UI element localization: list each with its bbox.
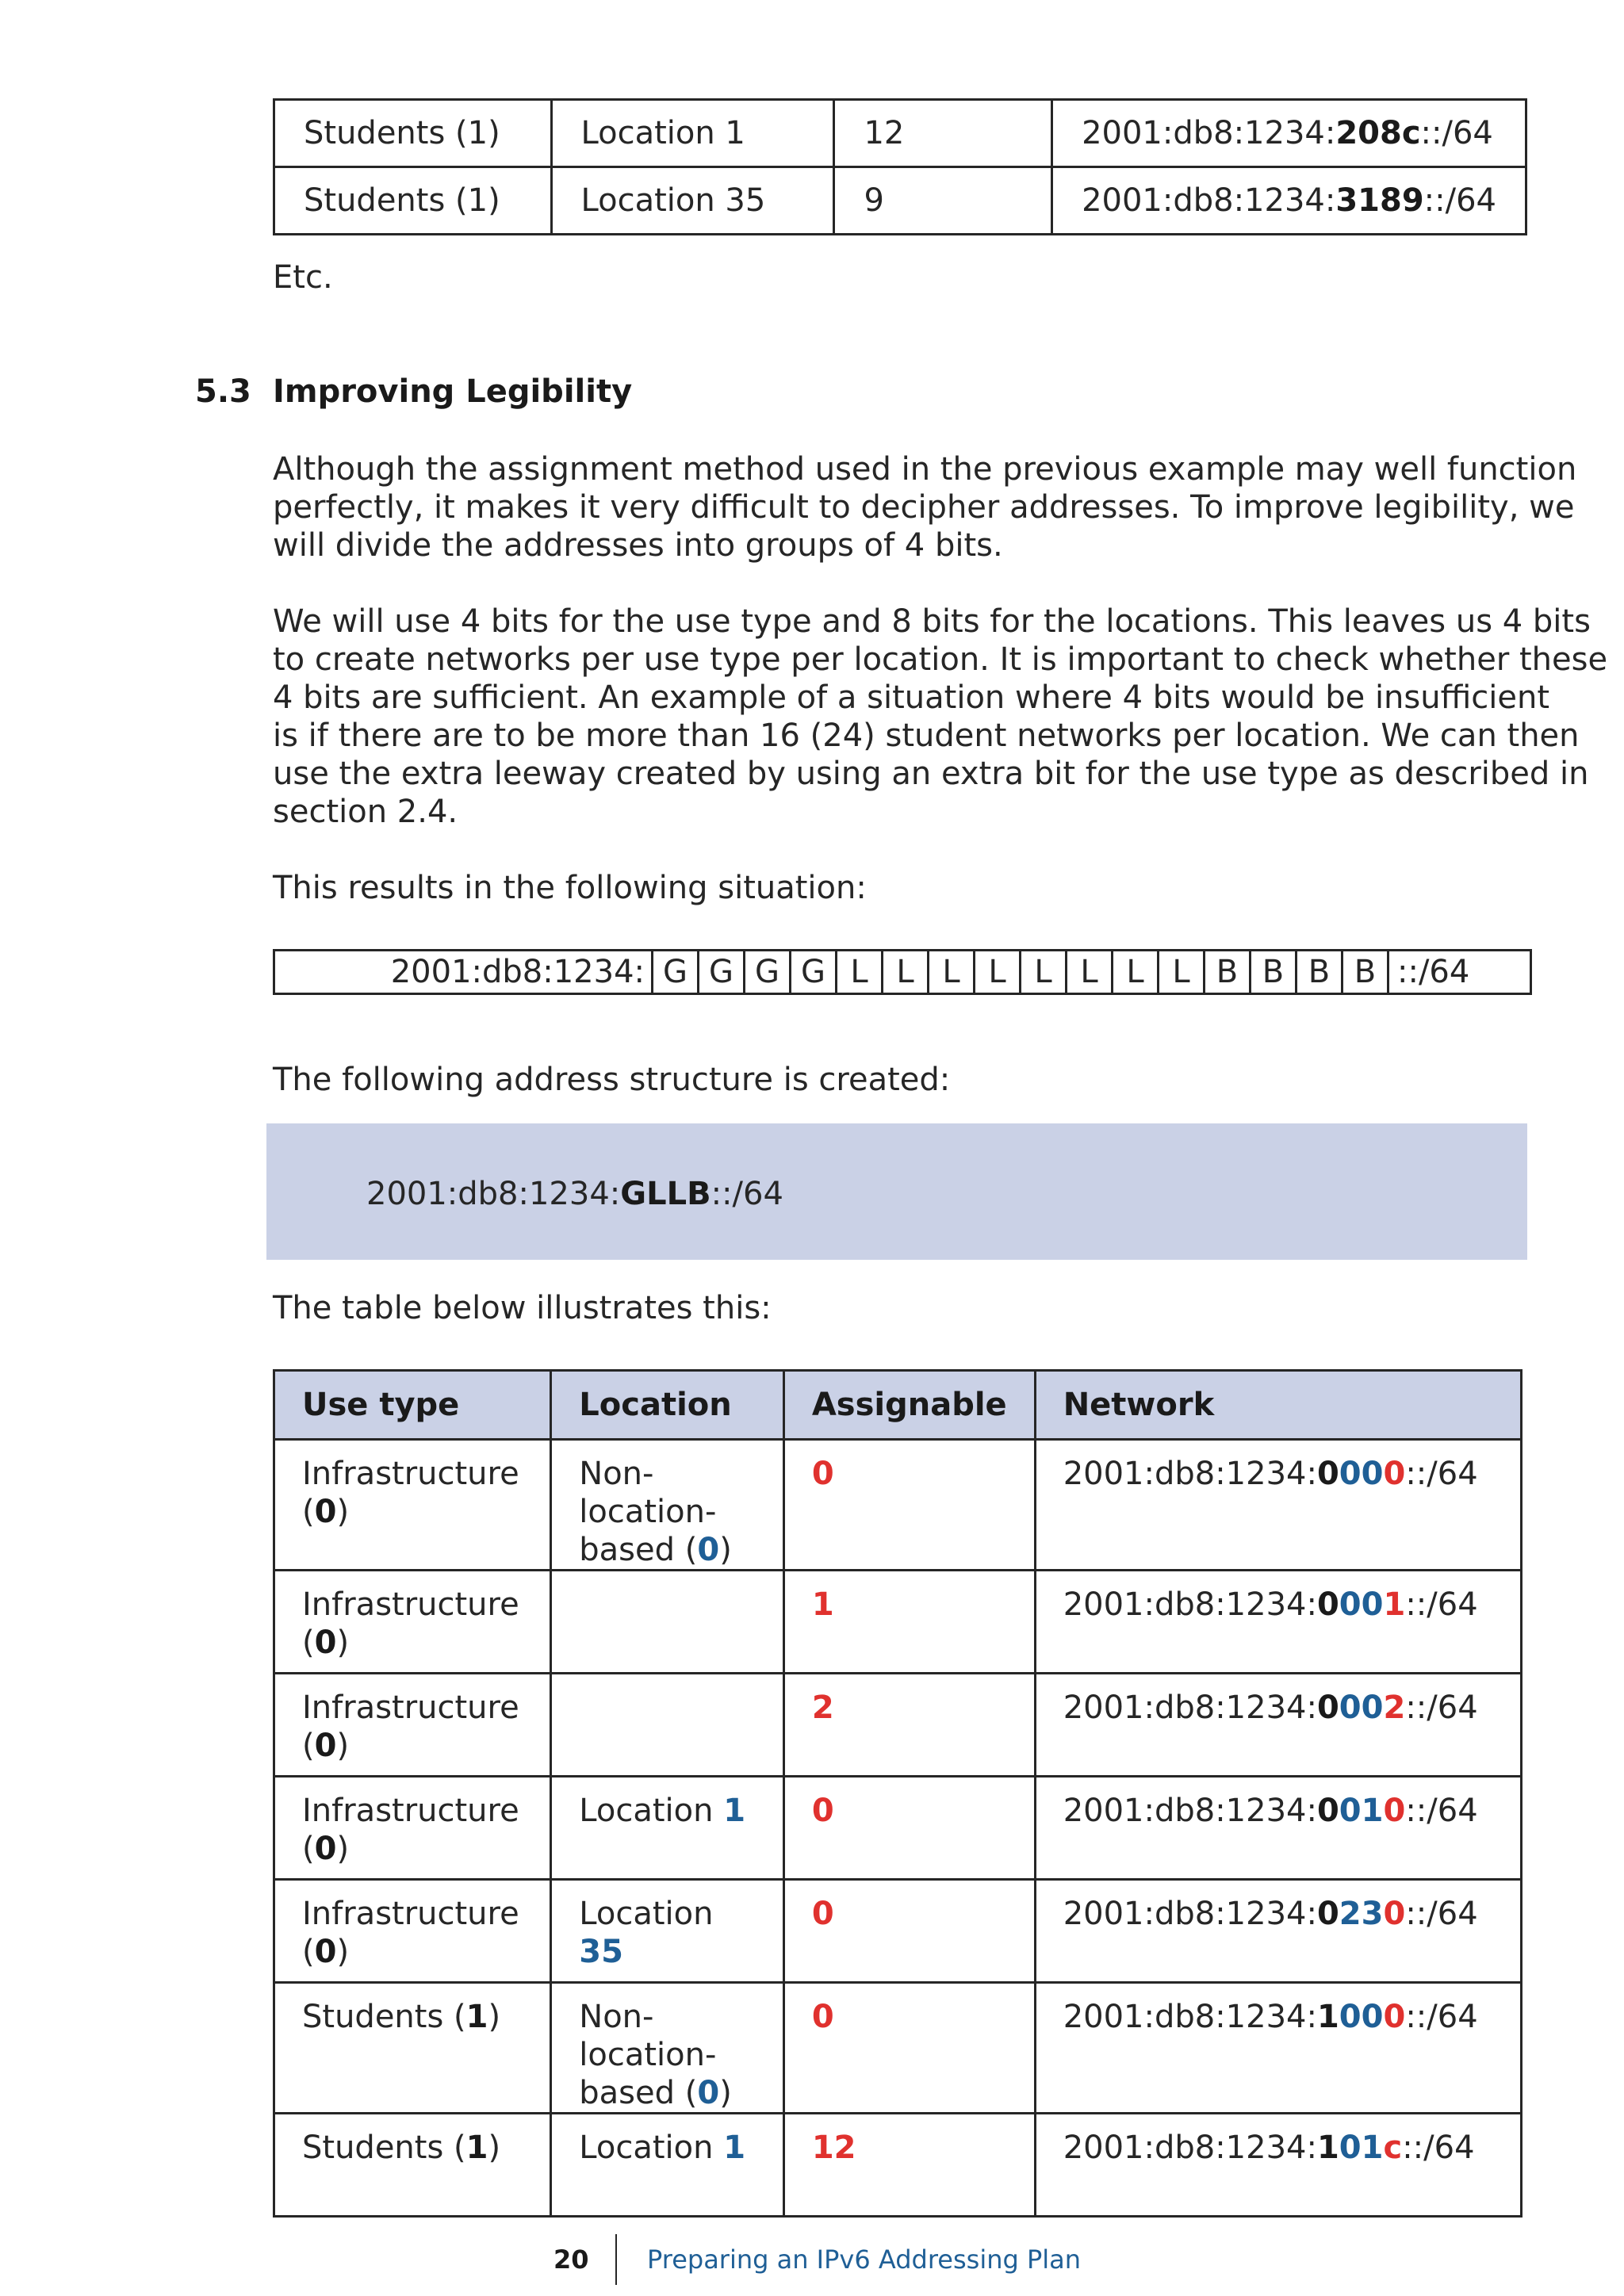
footer-title: Preparing an IPv6 Addressing Plan [647, 2244, 1082, 2275]
assignable-value: 0 [811, 1793, 834, 1829]
use-type-label: Infrastructure [302, 1456, 519, 1492]
location-cell [551, 2114, 784, 2217]
location-code: 0 [697, 2075, 720, 2111]
location-label: Location [579, 1793, 714, 1829]
paragraph-line: will divide the addresses into groups of 4 bits. [273, 527, 1003, 564]
use-code: 1 [465, 2130, 488, 2166]
table-row [274, 1674, 1522, 1777]
top-network-table [273, 98, 1527, 235]
footer-divider [615, 2234, 617, 2285]
assignable-cell [783, 1777, 1035, 1880]
assignable-cell [783, 1880, 1035, 1983]
network-assign-digit: 0 [1383, 1999, 1406, 2035]
network-cell [1035, 2114, 1521, 2217]
bit-cell: B [1297, 951, 1342, 994]
network-cell [1035, 1674, 1521, 1777]
bit-cell: L [1067, 951, 1113, 994]
network-location-digits: 00 [1339, 1586, 1384, 1623]
network-location-digits: 01 [1339, 1793, 1384, 1829]
paragraph-line: is if there are to be more than 16 (24) student networks per location. We can then [273, 718, 1580, 754]
assignable-value: 1 [811, 1586, 834, 1623]
section-title: Improving Legibility [273, 373, 633, 410]
network-suffix: ::/64 [1405, 1896, 1478, 1932]
use-type-label: Students [302, 2130, 444, 2166]
network-prefix: 2001:db8:1234: [1063, 1896, 1317, 1932]
use-type-label: Infrastructure [302, 1896, 519, 1932]
assignable-cell [783, 1571, 1035, 1674]
network-prefix: 2001:db8:1234: [1082, 115, 1336, 151]
use-code: 1 [465, 1999, 488, 2035]
table-row [274, 1983, 1522, 2114]
use-code: 0 [314, 1934, 337, 1970]
use-code: 0 [314, 1624, 337, 1661]
network-use-digit: 0 [1316, 1793, 1339, 1829]
location-label-2: based [579, 2075, 676, 2111]
table-row [274, 1440, 1522, 1571]
location-label: Location [579, 2130, 714, 2166]
network-location-digits: 00 [1339, 1689, 1384, 1726]
network-suffix: ::/64 [1405, 1999, 1478, 2035]
network-suffix: ::/64 [1405, 1689, 1478, 1726]
location-cell [551, 1571, 784, 1674]
paragraph-line: We will use 4 bits for the use type and 8 bits for the locations. This leaves us 4 bits [273, 603, 1591, 640]
header-use-type: Use type [274, 1371, 551, 1440]
location-cell: Non-location- based (0) [551, 1440, 784, 1571]
bits-row [274, 951, 1531, 994]
use-type-cell: Infrastructure (0) [274, 1440, 551, 1571]
network-assign-digit: 0 [1383, 1896, 1406, 1932]
structure-suffix: ::/64 [710, 1176, 783, 1212]
use-type-cell: Students (1) [274, 100, 552, 167]
network-location-digits: 00 [1339, 1456, 1384, 1492]
bit-cell: L [837, 951, 883, 994]
use-type-label: Infrastructure [302, 1793, 519, 1829]
paragraph-4: The following address structure is created: [273, 1062, 951, 1098]
use-type-cell: Students (1) [274, 167, 552, 235]
network-suffix: ::/64 [1405, 1456, 1478, 1492]
network-suffix: ::/64 [1423, 182, 1496, 219]
network-location-digits: 23 [1339, 1896, 1384, 1932]
network-prefix: 2001:db8:1234: [1063, 1793, 1317, 1829]
assignable-value: 0 [811, 1896, 834, 1932]
paragraph-line: section 2.4. [273, 794, 458, 830]
location-label: Non-location- [579, 1999, 717, 2073]
count-cell: 9 [834, 167, 1052, 235]
location-label-2: based [579, 1532, 676, 1568]
table-row [274, 100, 1526, 167]
network-prefix: 2001:db8:1234: [1063, 1586, 1317, 1623]
structure-prefix: 2001:db8:1234: [366, 1176, 621, 1212]
table-row [274, 1777, 1522, 1880]
location-cell: Non-location- based (0) [551, 1983, 784, 2114]
paragraph-3: This results in the following situation: [273, 870, 867, 906]
network-cell [1035, 1571, 1521, 1674]
table-row [274, 167, 1526, 235]
paragraph-line: to create networks per use type per location. It is important to check whether these [273, 641, 1608, 678]
use-type-label: Students [302, 1999, 444, 2035]
location-cell [551, 1777, 784, 1880]
address-bits-diagram [273, 949, 1532, 995]
use-code: 0 [314, 1728, 337, 1764]
network-suffix: ::/64 [1405, 1793, 1478, 1829]
network-location-digits: 00 [1339, 1999, 1384, 2035]
bit-cell: G [745, 951, 791, 994]
network-bold: 3189 [1335, 182, 1424, 219]
bit-cell: B [1205, 951, 1251, 994]
location-cell [551, 1674, 784, 1777]
network-cell [1035, 1983, 1521, 2114]
bits-prefix: 2001:db8:1234: [274, 951, 653, 994]
bit-cell: L [883, 951, 929, 994]
network-assign-digit: 1 [1383, 1586, 1406, 1623]
location-label: Non-location- [579, 1456, 717, 1530]
header-assignable: Assignable [783, 1371, 1035, 1440]
network-bold: 208c [1335, 115, 1421, 151]
paragraph-line: Although the assignment method used in the previous example may well function [273, 451, 1577, 488]
use-type-cell: Infrastructure (0) [274, 1674, 551, 1777]
network-use-digit: 1 [1316, 2130, 1339, 2166]
assignable-value: 12 [811, 2130, 856, 2166]
header-location: Location [551, 1371, 784, 1440]
assignable-value: 0 [811, 1999, 834, 2035]
use-type-label: Infrastructure [302, 1586, 519, 1623]
use-type-cell: Students (1) [274, 1983, 551, 2114]
paragraph-2 [273, 603, 1607, 831]
network-use-digit: 0 [1316, 1689, 1339, 1726]
bit-cell: G [653, 951, 699, 994]
location-code: 35 [579, 1934, 623, 1970]
bit-cell: L [1021, 951, 1067, 994]
bit-cell: L [1159, 951, 1205, 994]
table-row [274, 1880, 1522, 1983]
structure-bold: GLLB [620, 1176, 711, 1212]
count-cell: 12 [834, 100, 1052, 167]
table-row [274, 2114, 1522, 2217]
network-suffix: ::/64 [1405, 1586, 1478, 1623]
bit-cell: G [791, 951, 837, 994]
use-code: 0 [314, 1831, 337, 1867]
use-type-cell: Infrastructure (0) [274, 1571, 551, 1674]
network-prefix: 2001:db8:1234: [1063, 1689, 1317, 1726]
network-location-digits: 01 [1339, 2130, 1384, 2166]
network-suffix: ::/64 [1402, 2130, 1475, 2166]
network-assign-digit: 2 [1383, 1689, 1406, 1726]
use-type-label: Infrastructure [302, 1689, 519, 1726]
bit-cell: L [1113, 951, 1159, 994]
use-code: 0 [314, 1494, 337, 1530]
table-header-row [274, 1371, 1522, 1440]
assignable-value: 0 [811, 1456, 834, 1492]
network-cell [1052, 167, 1526, 235]
network-use-digit: 0 [1316, 1586, 1339, 1623]
network-assign-digit: 0 [1383, 1793, 1406, 1829]
network-prefix: 2001:db8:1234: [1082, 182, 1336, 219]
header-network: Network [1035, 1371, 1521, 1440]
network-prefix: 2001:db8:1234: [1063, 1456, 1317, 1492]
location-cell: Location 1 [551, 100, 834, 167]
paragraph-line: use the extra leeway created by using an extra bit for the use type as described in [273, 756, 1589, 792]
paragraph-line: 4 bits are sufficient. An example of a situation where 4 bits would be insufficient [273, 679, 1550, 716]
network-suffix: ::/64 [1420, 115, 1493, 151]
assignable-cell [783, 1440, 1035, 1571]
paragraph-line: perfectly, it makes it very difficult to decipher addresses. To improve legibility, we [273, 489, 1575, 526]
location-code: 0 [697, 1532, 720, 1568]
bit-cell: G [699, 951, 745, 994]
network-prefix: 2001:db8:1234: [1063, 2130, 1317, 2166]
network-use-digit: 0 [1316, 1456, 1339, 1492]
bits-suffix: ::/64 [1388, 951, 1531, 994]
bit-cell: B [1251, 951, 1297, 994]
assignable-value: 2 [811, 1689, 834, 1726]
paragraph-5: The table below illustrates this: [273, 1290, 772, 1326]
table-row [274, 1571, 1522, 1674]
etc-text: Etc. [273, 259, 333, 296]
location-label: Location [579, 1896, 714, 1932]
assignable-cell [783, 1674, 1035, 1777]
location-code: 1 [723, 2130, 746, 2166]
location-cell [551, 1880, 784, 1983]
address-structure [366, 1175, 783, 1213]
bit-cell: B [1342, 951, 1388, 994]
use-type-cell: Students (1) [274, 2114, 551, 2217]
network-prefix: 2001:db8:1234: [1063, 1999, 1317, 2035]
paragraph-1 [273, 450, 1576, 564]
page-number: 20 [553, 2244, 589, 2275]
address-plan-table [273, 1369, 1522, 2218]
bit-cell: L [929, 951, 975, 994]
use-type-cell: Infrastructure (0) [274, 1880, 551, 1983]
network-cell [1035, 1880, 1521, 1983]
assignable-cell [783, 2114, 1035, 2217]
location-cell: Location 35 [551, 167, 834, 235]
assignable-cell [783, 1983, 1035, 2114]
location-code: 1 [723, 1793, 746, 1829]
network-cell [1035, 1440, 1521, 1571]
section-number: 5.3 [195, 373, 251, 410]
network-use-digit: 1 [1316, 1999, 1339, 2035]
network-cell [1035, 1777, 1521, 1880]
network-assign-digit: c [1383, 2130, 1403, 2166]
use-type-cell: Infrastructure (0) [274, 1777, 551, 1880]
network-cell [1052, 100, 1526, 167]
network-use-digit: 0 [1316, 1896, 1339, 1932]
bit-cell: L [975, 951, 1021, 994]
network-assign-digit: 0 [1383, 1456, 1406, 1492]
